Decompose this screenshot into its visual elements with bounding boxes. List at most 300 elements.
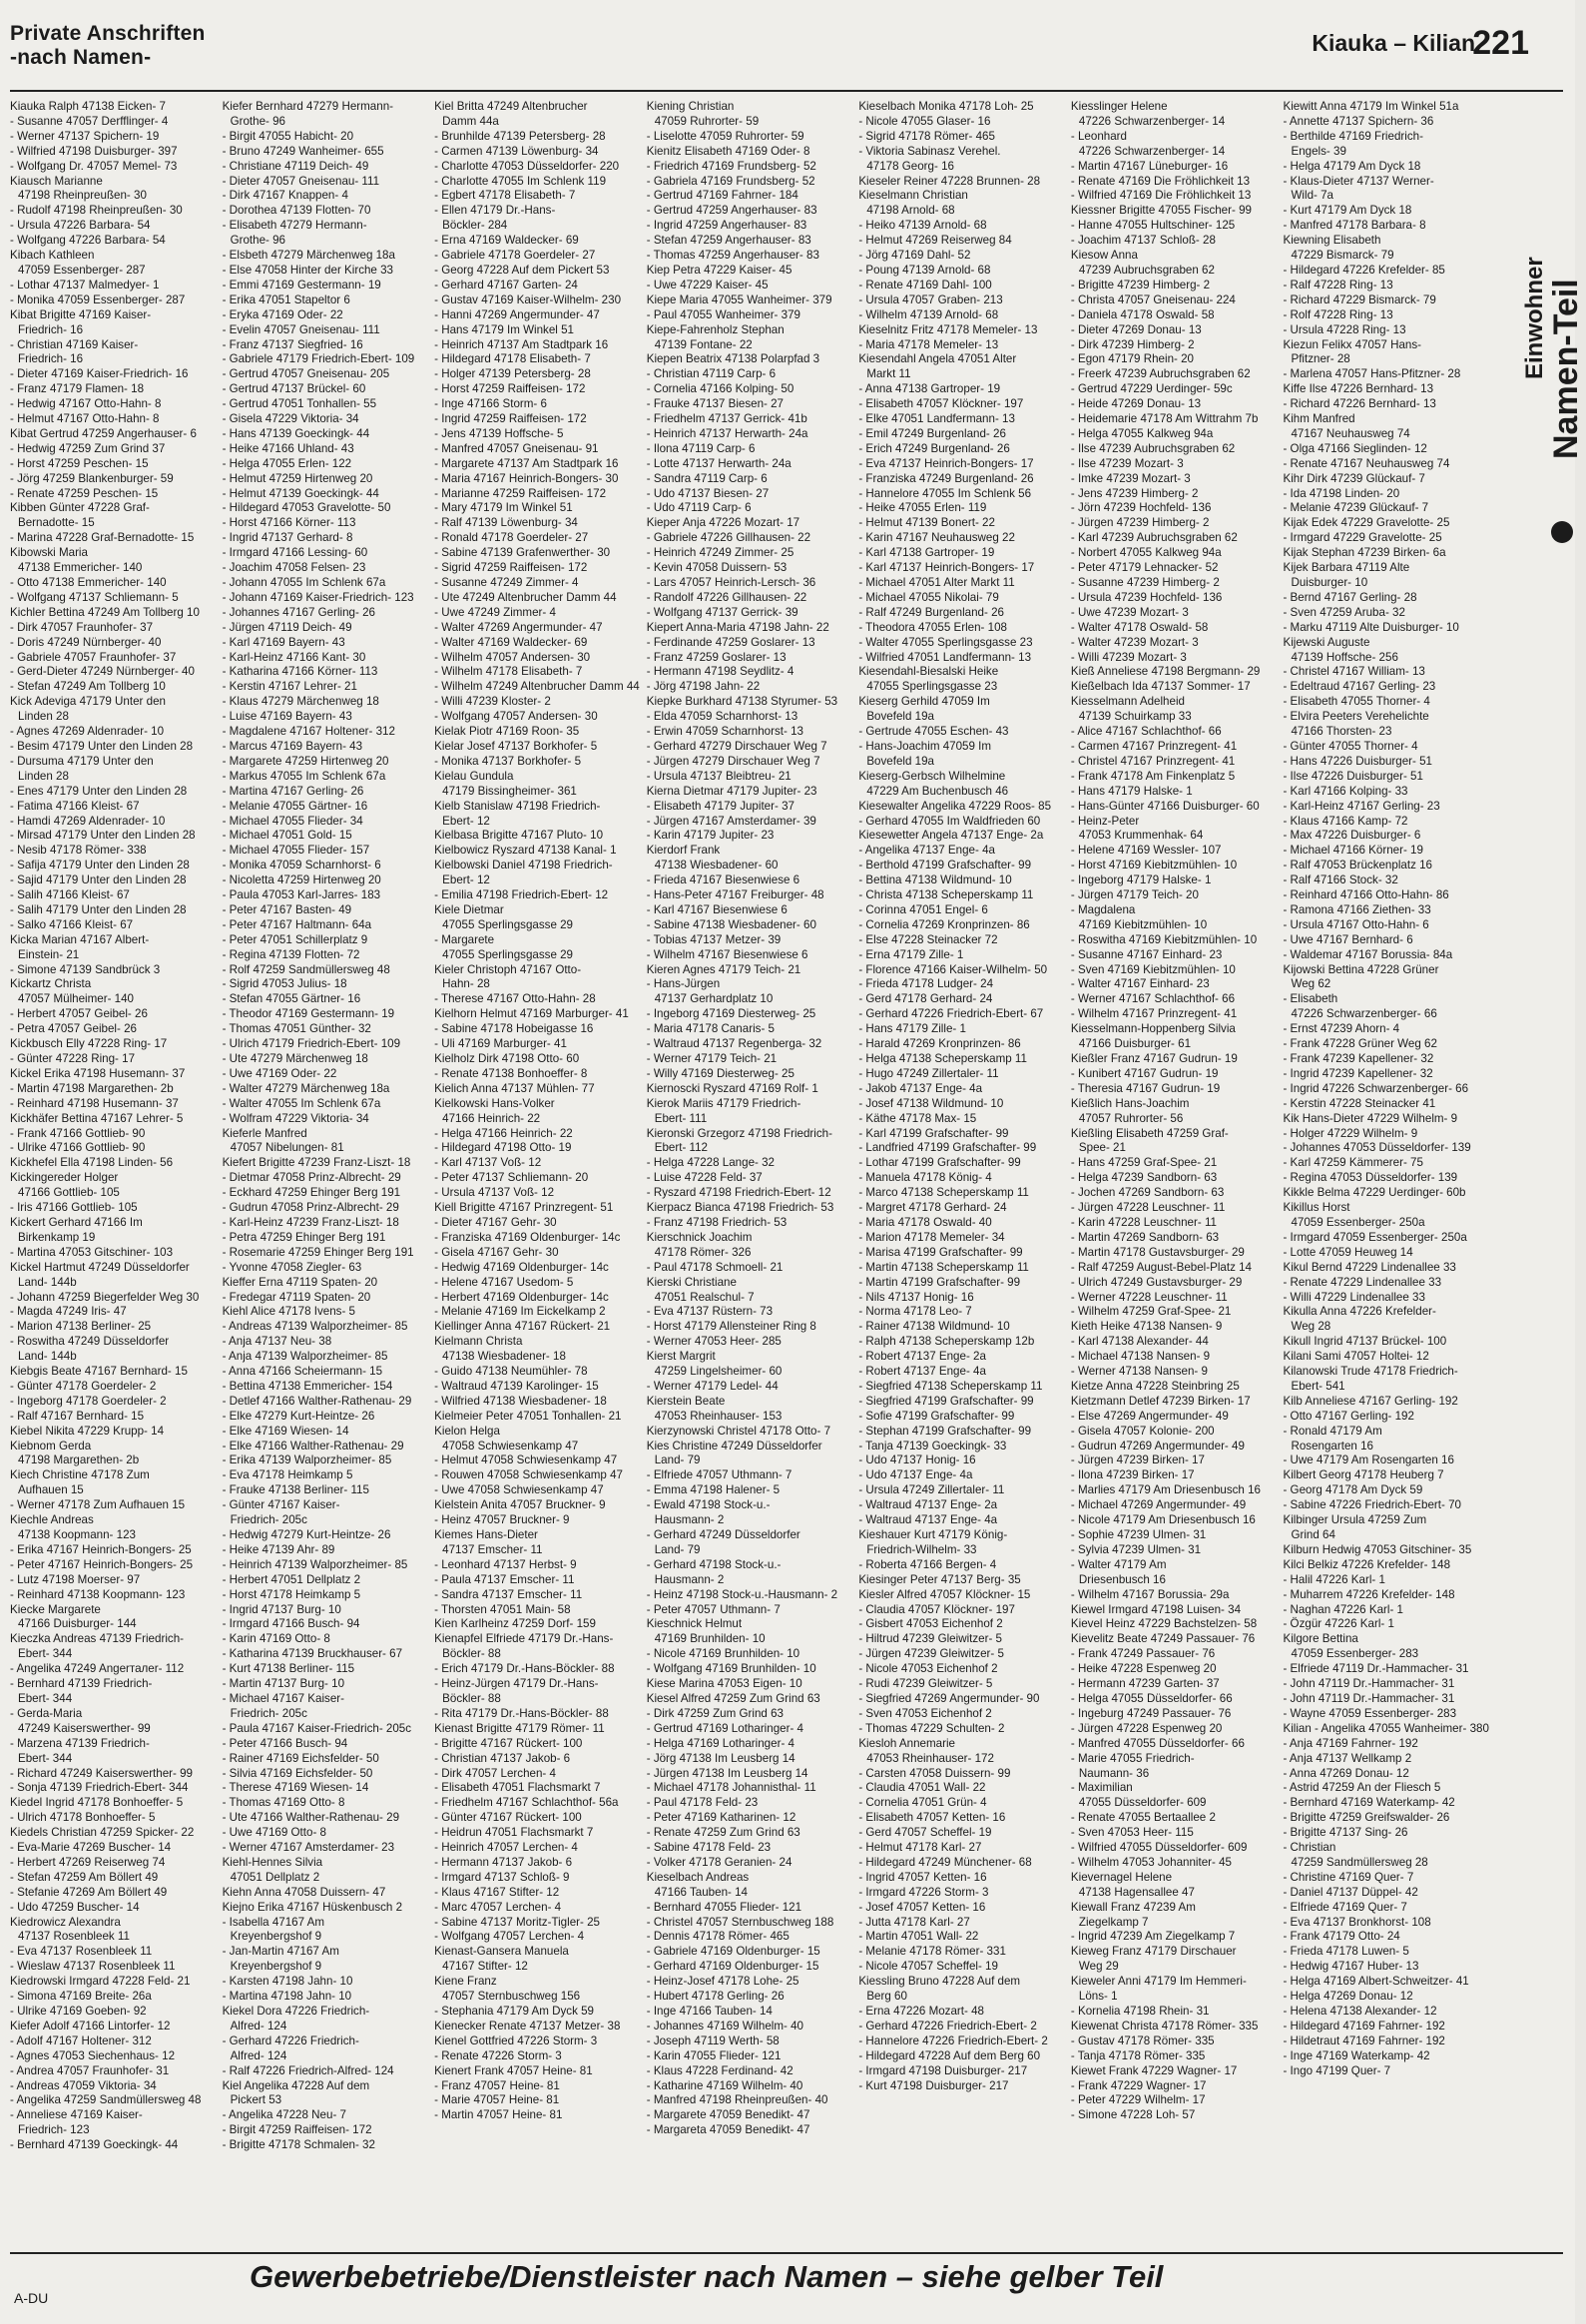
directory-entry: - Emil 47249 Burgenland- 26: [858, 426, 1006, 440]
directory-entry: - Rolf 47259 Sandmüllersweg 48: [222, 962, 390, 976]
directory-entry: - Marcus 47169 Bayern- 43: [222, 739, 363, 753]
directory-entry: - Karl 47167 Biesenwiese 6: [646, 902, 788, 916]
directory-entry: - Katharina 47166 Körner- 113: [222, 665, 378, 679]
directory-entry: - Michael 47055 Flieder- 34: [222, 814, 363, 828]
directory-entry: Kiemes Hans-Dieter 47137 Emscher- 11: [434, 1528, 543, 1556]
directory-entry: - Walter 47179 Am Driesenbusch 16: [1070, 1557, 1167, 1586]
directory-entry: - Birgit 47055 Habicht- 20: [222, 129, 354, 143]
side-tab-line1: Einwohner: [1521, 257, 1548, 379]
directory-entry: - Sabine 47178 Hobeigasse 16: [434, 1022, 594, 1036]
directory-entry: - Margarete 47137 Am Stadtpark 16: [434, 456, 619, 470]
directory-entry: - Kurt 47179 Am Dyck 18: [1283, 204, 1412, 218]
directory-entry: - Walter 47169 Waldecker- 69: [434, 635, 588, 649]
directory-entry: - Ursula 47167 Otto-Hahn- 6: [1283, 917, 1429, 931]
directory-entry: - Reinhard 47198 Husemann- 37: [10, 1096, 179, 1110]
directory-entry: - Peter 47167 Haltmann- 64a: [222, 917, 372, 931]
directory-entry: - Anneliese 47169 Kaiser- Friedrich- 123: [10, 2108, 143, 2137]
directory-entry: Kickel Hartmut 47249 Düsseldorfer Land- 144b: [10, 1260, 190, 1289]
directory-entry: - Dorothea 47139 Flotten- 70: [222, 204, 371, 218]
directory-entry: - Ingrid 47239 Am Ziegelkamp 7: [1070, 1930, 1236, 1944]
directory-entry: - Gabriele 47178 Goerdeler- 27: [434, 249, 596, 263]
directory-entry: - Martin 47051 Wall- 22: [858, 1930, 979, 1944]
directory-entry: - Jens 47139 Hoffsche- 5: [434, 426, 564, 440]
directory-entry: Kieper Anja 47226 Mozart- 17: [646, 516, 800, 530]
directory-entry: - Florence 47166 Kaiser-Wilhelm- 50: [858, 962, 1048, 976]
directory-entry: - Ingo 47199 Quer- 7: [1283, 2063, 1391, 2077]
directory-entry: Kikillus Horst 47059 Essenberger- 250a: [1283, 1201, 1425, 1229]
directory-entry: - Herbert 47269 Reiserweg 74: [10, 1855, 166, 1869]
directory-entry: - Wilfried 47051 Landfermann- 13: [858, 650, 1032, 664]
directory-entry: - Naghan 47226 Karl- 1: [1283, 1602, 1403, 1616]
directory-entry: - Helga 47228 Lange- 32: [646, 1156, 776, 1170]
directory-entry: - Richard 47226 Bernhard- 13: [1283, 397, 1436, 411]
directory-entry: - Herbert 47057 Geibel- 26: [10, 1007, 148, 1021]
directory-entry: - Jörn 47239 Hochfeld- 136: [1070, 501, 1212, 515]
footer-rule: [10, 2252, 1563, 2254]
directory-entry: - Helga 47239 Sandborn- 63: [1070, 1171, 1218, 1185]
directory-entry: - Irmgard 47229 Gravelotte- 25: [1283, 531, 1442, 545]
directory-entry: - Agnes 47053 Siechenhaus- 12: [10, 2048, 176, 2062]
directory-entry: - Ralf 47228 Ring- 13: [1283, 278, 1393, 291]
directory-entry: - Maria 47178 Memeler- 13: [858, 337, 999, 351]
directory-entry: - Safija 47179 Unter den Linden 28: [10, 859, 190, 872]
directory-entry: - Anna 47166 Scheiermann- 15: [222, 1365, 383, 1379]
directory-entry: - Melanie 47169 Im Eickelkamp 2: [434, 1305, 606, 1319]
directory-entry: Kiessling Bruno 47228 Auf dem Berg 60: [858, 1975, 1021, 2004]
directory-entry: Kiech Christine 47178 Zum Aufhauen 15: [10, 1468, 150, 1497]
directory-entry: - Ronald 47178 Goerdeler- 27: [434, 531, 589, 545]
directory-entry: - Ute 47279 Märchenweg 18: [222, 1052, 368, 1065]
directory-entry: - Sofie 47199 Grafschafter- 99: [858, 1409, 1015, 1423]
directory-entry: - Günter 47228 Ring- 17: [10, 1052, 136, 1065]
directory-entry: Kikulla Anna 47226 Krefelder- Weg 28: [1283, 1305, 1436, 1334]
directory-entry: Kiel Angelika 47228 Auf dem Pickert 53: [222, 2078, 370, 2107]
directory-entry: - Michael 47138 Nansen- 9: [1070, 1350, 1211, 1364]
directory-entry: - Michael 47178 Johannisthal- 11: [646, 1781, 816, 1795]
directory-entry: - Melanie 47239 Glückauf- 7: [1283, 501, 1429, 515]
directory-entry: Kieselbach Andreas 47166 Tauben- 14: [646, 1870, 750, 1899]
section-title-line1: Private Anschriften: [10, 22, 206, 45]
directory-entry: - Frank 47239 Kapellener- 32: [1283, 1052, 1434, 1065]
directory-entry: - Hans 47179 Im Winkel 51: [434, 322, 574, 336]
directory-entry: - Heinz 47198 Stock-u.-Hausmann- 2: [646, 1587, 838, 1601]
directory-entry: - Stefanie 47269 Am Böllert 49: [10, 1885, 168, 1899]
directory-entry: Kikull Ingrid 47137 Brückel- 100: [1283, 1335, 1447, 1349]
directory-entry: Kickhefel Ella 47198 Linden- 56: [10, 1156, 174, 1170]
directory-entry: Kiefer Adolf 47166 Lintorfer- 12: [10, 2019, 171, 2033]
directory-entry: Kielholz Dirk 47198 Otto- 60: [434, 1052, 580, 1065]
directory-entry: - Maria 47178 Canaris- 5: [646, 1022, 775, 1036]
directory-entry: - Susanne 47249 Zimmer- 4: [434, 576, 579, 589]
directory-entry: - Johannes 47053 Düsseldorfer- 139: [1283, 1141, 1471, 1155]
directory-entry: Kieweg Franz 47179 Dirschauer Weg 29: [1070, 1945, 1237, 1974]
directory-entry: - Helena 47138 Alexander- 12: [1283, 2005, 1437, 2018]
listing-column: [223, 100, 429, 2226]
directory-entry: - Rudolf 47198 Rheinpreußen- 30: [10, 204, 183, 218]
directory-entry: - Christiane 47119 Deich- 49: [222, 159, 369, 173]
directory-entry: Kiebgis Beate 47167 Bernhard- 15: [10, 1365, 188, 1379]
directory-entry: Kieselmann Christian 47198 Arnold- 68: [858, 189, 968, 218]
directory-entry: - Irmgard 47198 Duisburger- 217: [858, 2063, 1028, 2077]
directory-entry: Kiepe Maria 47055 Wanheimer- 379: [646, 292, 832, 306]
directory-entry: - Paula 47053 Karl-Jarres- 183: [222, 888, 381, 902]
directory-entry: Kierski Christiane 47051 Realschul- 7: [646, 1275, 755, 1304]
directory-entry: - Gerhard 47226 Friedrich-Ebert- 67: [858, 1007, 1044, 1021]
directory-entry: - Elke 47166 Walther-Rathenau- 29: [222, 1439, 404, 1452]
directory-entry: - Karin 47228 Leuschner- 11: [1070, 1215, 1217, 1229]
directory-entry: - Irmgard 47059 Essenberger- 250a: [1283, 1230, 1467, 1244]
directory-entry: - Peter 47167 Basten- 49: [222, 902, 352, 916]
directory-entry: Kieren Agnes 47179 Teich- 21: [646, 962, 801, 976]
directory-entry: Kielmann Christa 47138 Wiesbadener- 18: [434, 1335, 566, 1364]
directory-entry: - Klaus 47279 Märchenweg 18: [222, 695, 379, 709]
directory-entry: - Dietmar 47058 Prinz-Albrecht- 29: [222, 1171, 401, 1185]
directory-entry: - Paul 47178 Feld- 23: [646, 1796, 759, 1810]
directory-entry: - Peter 47169 Katharinen- 12: [646, 1811, 796, 1825]
directory-entry: - Bernhard 47169 Waterkamp- 42: [1283, 1796, 1455, 1810]
directory-entry: - Cornelia 47051 Grün- 4: [858, 1796, 987, 1810]
directory-entry: - Herbert 47051 Dellplatz 2: [222, 1572, 361, 1586]
directory-entry: - Joseph 47119 Werth- 58: [646, 2034, 780, 2047]
directory-entry: - Detlef 47166 Walther-Rathenau- 29: [222, 1394, 412, 1408]
directory-entry: - Theodora 47055 Erlen- 108: [858, 620, 1007, 634]
directory-entry: - Wilhelm 47139 Arnold- 68: [858, 307, 999, 321]
directory-entry: Kibben Günter 47228 Graf- Bernadotte- 15: [10, 501, 150, 530]
directory-entry: - Brigitte 47239 Himberg- 2: [1070, 278, 1211, 291]
directory-entry: - Rainer 47169 Eichsfelder- 50: [222, 1751, 379, 1765]
directory-entry: - Birgit 47259 Raiffeisen- 172: [222, 2123, 372, 2137]
directory-entry: - Ingeborg 47169 Diesterweg- 25: [646, 1007, 816, 1021]
directory-entry: - Sigrid 47259 Raiffeisen- 172: [434, 561, 588, 575]
directory-entry: - Jürgen 47239 Gleiwitzer- 5: [858, 1647, 1004, 1661]
directory-entry: - Udo 47259 Buscher- 14: [10, 1900, 140, 1914]
directory-entry: - Otto 47167 Gerling- 192: [1283, 1409, 1414, 1423]
directory-entry: - Gisbert 47053 Eichenhof 2: [858, 1617, 1003, 1631]
directory-entry: - Peter 47051 Schillerplatz 9: [222, 932, 368, 946]
directory-entry: Kiefert Brigitte 47239 Franz-Liszt- 18: [222, 1156, 411, 1170]
directory-entry: - Maria 47178 Oswald- 40: [858, 1215, 992, 1229]
directory-entry: - Dieter 47057 Gneisenau- 111: [222, 174, 380, 188]
directory-entry: - Martin 47167 Lüneburger- 16: [1070, 159, 1229, 173]
directory-entry: Kierdorf Frank 47138 Wiesbadener- 60: [646, 844, 779, 872]
directory-entry: - Hildegard 47249 Münchener- 68: [858, 1855, 1032, 1869]
directory-entry: - Frieda 47178 Ludger- 24: [858, 977, 994, 991]
directory-entry: Kielkowski Hans-Volker 47166 Heinrich- 22: [434, 1096, 555, 1125]
directory-entry: - Enes 47179 Unter den Linden 28: [10, 784, 188, 798]
directory-entry: Kien Karlheinz 47259 Dorf- 159: [434, 1617, 596, 1631]
directory-entry: - Ralf 47259 August-Bebel-Platz 14: [1070, 1260, 1252, 1274]
directory-entry: - Ralf 47226 Friedrich-Alfred- 124: [222, 2063, 394, 2077]
directory-entry: Kiesinger Peter 47137 Berg- 35: [858, 1572, 1021, 1586]
directory-entry: - Christian 47259 Sandmüllersweg 28: [1283, 1841, 1428, 1869]
directory-entry: - Wilhelm 47053 Johanniter- 45: [1070, 1855, 1232, 1869]
directory-entry: - Helga 47138 Scheperskamp 11: [858, 1052, 1027, 1065]
directory-entry: - Elfriede 47119 Dr.-Hammacher- 31: [1283, 1662, 1469, 1676]
directory-entry: Kielbasa Brigitte 47167 Pluto- 10: [434, 829, 604, 843]
directory-entry: Kiffe Ilse 47226 Bernhard- 13: [1283, 382, 1434, 396]
directory-entry: Kiesendahl Angela 47051 Alter Markt 11: [858, 352, 1017, 381]
directory-entry: - Werner 47167 Amsterdamer- 23: [222, 1841, 395, 1855]
directory-entry: - Gustav 47169 Kaiser-Wilhelm- 230: [434, 292, 622, 306]
directory-entry: - Willi 47239 Mozart- 3: [1070, 650, 1187, 664]
directory-entry: - Wilhelm 47167 Biesenwiese 6: [646, 947, 808, 961]
directory-entry: - Heinz-Peter 47053 Krummenhak- 64: [1070, 814, 1204, 843]
directory-entry: Kilci Belkiz 47226 Krefelder- 148: [1283, 1557, 1451, 1571]
directory-entry: - Frank 47178 Am Finkenplatz 5: [1070, 769, 1236, 783]
directory-entry: - Uli 47169 Marburger- 41: [434, 1037, 567, 1051]
directory-entry: - Waltraud 47137 Regenberga- 32: [646, 1037, 822, 1051]
directory-entry: - Marion 47138 Berliner- 25: [10, 1320, 152, 1334]
directory-entry: - Marzena 47139 Friedrich- Ebert- 344: [10, 1736, 150, 1765]
directory-entry: - Jürgen 47179 Teich- 20: [1070, 888, 1199, 902]
directory-entry: - Simone 47228 Loh- 57: [1070, 2108, 1196, 2122]
directory-entry: - Günter 47167 Kaiser- Friedrich- 205c: [222, 1498, 340, 1527]
directory-entry: - Dennis 47178 Römer- 465: [646, 1930, 790, 1944]
directory-entry: Kiesselmann Adelheid 47139 Schuirkamp 33: [1070, 695, 1192, 724]
directory-entry: - Paula 47137 Emscher- 11: [434, 1572, 575, 1586]
directory-entry: - Sigrid 47053 Julius- 18: [222, 977, 347, 991]
directory-entry: Kiesselmann-Hoppenberg Silvia 47166 Duisburger- 61: [1070, 1022, 1236, 1051]
directory-entry: - Eckhard 47259 Ehinger Berg 191: [222, 1186, 401, 1200]
directory-entry: - Ralf 47139 Löwenburg- 34: [434, 516, 578, 530]
directory-entry: - Özgür 47226 Karl- 1: [1283, 1617, 1394, 1631]
directory-entry: Kiesewalter Angelika 47229 Roos- 85: [858, 799, 1052, 813]
directory-entry: Kieselbach Monika 47178 Loh- 25: [858, 100, 1034, 113]
directory-entry: - Michael 47055 Nikolai- 79: [858, 590, 999, 604]
directory-entry: - Frank 47179 Otto- 24: [1283, 1930, 1400, 1944]
directory-entry: Kießelbach Ida 47137 Sommer- 17: [1070, 680, 1251, 694]
directory-entry: - Theodor 47169 Gestermann- 19: [222, 1007, 395, 1021]
directory-entry: Kielar Josef 47137 Borkhofer- 5: [434, 739, 598, 753]
directory-entry: - Karl 47138 Gartroper- 19: [858, 546, 995, 560]
directory-entry: - Lothar 47199 Grafschafter- 99: [858, 1156, 1021, 1170]
directory-entry: - Kurt 47138 Berliner- 115: [222, 1662, 355, 1676]
directory-entry: - Sophie 47239 Ulmen- 31: [1070, 1528, 1207, 1541]
directory-entry: - Martin 47057 Heine- 81: [434, 2108, 563, 2122]
directory-entry: - Gisela 47167 Gehr- 30: [434, 1245, 559, 1259]
directory-entry: - Marie 47057 Heine- 81: [434, 2093, 560, 2107]
directory-entry: Kiele Dietmar 47055 Sperlingsgasse 29: [434, 902, 574, 931]
directory-entry: - Agnes 47269 Aldenrader- 10: [10, 725, 165, 739]
directory-entry: - Helga 47055 Düsseldorfer- 66: [1070, 1691, 1233, 1705]
directory-entry: - Hubert 47178 Gerling- 26: [646, 1990, 785, 2004]
directory-entry: - Alice 47167 Schlachthof- 66: [1070, 725, 1222, 739]
directory-entry: - Udo 47137 Enge- 4a: [858, 1468, 973, 1482]
directory-entry: - Renate 47259 Zum Grind 63: [646, 1826, 800, 1840]
directory-entry: - Tanja 47178 Römer- 335: [1070, 2048, 1206, 2062]
directory-entry: - Helmut 47178 Karl- 27: [858, 1841, 982, 1855]
directory-entry: - Besim 47179 Unter den Linden 28: [10, 739, 194, 753]
directory-entry: - Ferdinande 47259 Goslarer- 13: [646, 635, 815, 649]
directory-entry: - Nicole 47053 Eichenhof 2: [858, 1662, 998, 1676]
header-rule: [10, 90, 1563, 92]
directory-entry: Kieschnick Helmut 47169 Brunhilden- 10: [646, 1617, 766, 1646]
listing-column: [647, 100, 853, 2226]
directory-entry: - Margarete 47059 Benedikt- 47: [646, 2108, 810, 2122]
directory-entry: Kieseler Reiner 47228 Brunnen- 28: [858, 174, 1041, 188]
directory-entry: - Else 47228 Steinacker 72: [858, 932, 998, 946]
directory-entry: - Eva 47178 Heimkamp 5: [222, 1468, 353, 1482]
directory-entry: - Walter 47167 Einhard- 23: [1070, 977, 1210, 991]
directory-entry: - Eva-Marie 47269 Buscher- 14: [10, 1841, 172, 1855]
directory-entry: - Thomas 47229 Schulten- 2: [858, 1721, 1005, 1735]
directory-entry: - Gertrud 47169 Lotharinger- 4: [646, 1721, 803, 1735]
directory-entry: Kijek Barbara 47119 Alte Duisburger- 10: [1283, 561, 1410, 589]
directory-entry: - Gerhard 47198 Stock-u.- Hausmann- 2: [646, 1557, 782, 1586]
directory-entry: - Gabriela 47169 Frundsberg- 52: [646, 174, 815, 188]
directory-entry: - Ryszard 47198 Friedrich-Ebert- 12: [646, 1186, 831, 1200]
directory-entry: Kickingereder Holger 47166 Gottlieb- 105: [10, 1171, 120, 1200]
directory-entry: - Norma 47178 Leo- 7: [858, 1305, 972, 1319]
directory-entry: - Christel 47167 William- 13: [1283, 665, 1425, 679]
directory-entry: - Christa 47057 Gneisenau- 224: [1070, 292, 1236, 306]
directory-entry: - Hermann 47239 Garten- 37: [1070, 1677, 1220, 1691]
directory-entry: - Hanni 47269 Angermunder- 47: [434, 307, 600, 321]
directory-entry: - Helmut 47058 Schwiesenkamp 47: [434, 1453, 618, 1467]
directory-entry: - Heike 47055 Erlen- 119: [858, 501, 987, 515]
directory-entry: Kickbusch Elly 47228 Ring- 17: [10, 1037, 168, 1051]
directory-entry: - Karin 47055 Flieder- 121: [646, 2048, 782, 2062]
directory-entry: - Gabriele 47226 Gillhausen- 22: [646, 531, 811, 545]
directory-entry: - Siegfried 47269 Angermunder- 90: [858, 1691, 1040, 1705]
directory-entry: - Erika 47139 Walporzheimer- 85: [222, 1453, 392, 1467]
directory-entry: - Manfred 47055 Düsseldorfer- 66: [1070, 1736, 1245, 1750]
directory-entry: - Michael 47051 Alter Markt 11: [858, 576, 1015, 589]
footer-note: Gewerbebetriebe/Dienstleister nach Namen – siehe gelber Teil: [250, 2259, 1164, 2294]
directory-entry: - Therese 47169 Wiesen- 14: [222, 1781, 369, 1795]
directory-entry: - Marion 47178 Memeler- 34: [858, 1230, 1005, 1244]
directory-entry: Kijewski Auguste 47139 Hoffsche- 256: [1283, 635, 1398, 664]
directory-entry: - Martina 47167 Gerling- 26: [222, 784, 364, 798]
directory-entry: - Hans-Joachim 47059 Im Bovefeld 19a: [858, 739, 992, 768]
directory-entry: - Bernhard 47139 Friedrich- Ebert- 344: [10, 1677, 153, 1705]
directory-entry: Kiebnom Gerda 47198 Margarethen- 2b: [10, 1439, 140, 1467]
directory-entry: - Udo 47137 Honig- 16: [858, 1453, 976, 1467]
directory-entry: - Richard 47249 Kaiserswerther- 99: [10, 1766, 194, 1780]
directory-entry: - Eva 47137 Bronkhorst- 108: [1283, 1915, 1431, 1929]
directory-entry: Kiefer Bernhard 47279 Hermann- Grothe- 96: [222, 100, 394, 128]
directory-entry: - Therese 47167 Otto-Hahn- 28: [434, 992, 596, 1006]
directory-entry: - Karl 47137 Heinrich-Bongers- 17: [858, 561, 1035, 575]
directory-entry: - Yvonne 47058 Ziegler- 63: [222, 1260, 362, 1274]
directory-entry: - Hildegard 47198 Otto- 19: [434, 1141, 572, 1155]
directory-entry: - Heidemarie 47178 Am Wittrahm 7b: [1070, 412, 1259, 426]
directory-entry: - Marc 47057 Lerchen- 4: [434, 1900, 562, 1914]
directory-entry: Kiesel Alfred 47259 Zum Grind 63: [646, 1691, 820, 1705]
directory-entry: - Franziska 47249 Burgenland- 26: [858, 471, 1034, 485]
directory-entry: Kievel Heinz 47229 Bachstelzen- 58: [1070, 1617, 1258, 1631]
directory-entry: - Karl 47166 Kolping- 33: [1283, 784, 1408, 798]
directory-entry: - Charlotte 47053 Düsseldorfer- 220: [434, 159, 620, 173]
directory-entry: - Günter 47178 Goerdeler- 2: [10, 1379, 157, 1393]
directory-entry: Kiell Brigitte 47167 Prinzregent- 51: [434, 1201, 614, 1215]
directory-entry: - Irmgard 47137 Schloß- 9: [434, 1870, 570, 1884]
directory-entry: - Ursula 47137 Voß- 12: [434, 1186, 555, 1200]
directory-entry: - Gertrud 47137 Brückel- 60: [222, 382, 366, 396]
directory-entry: - Margarete 47055 Sperlingsgasse 29: [434, 932, 574, 961]
directory-entry: - Freerk 47239 Aubruchsgraben 62: [1070, 367, 1251, 381]
directory-entry: - Gustav 47178 Römer- 335: [1070, 2034, 1215, 2047]
directory-entry: - Peter 47166 Busch- 94: [222, 1736, 348, 1750]
directory-entry: Kiausch Marianne 47198 Rheinpreußen- 30: [10, 174, 147, 203]
listing-columns: [10, 100, 1489, 2226]
directory-entry: - Renate 47169 Die Fröhlichkeit 13: [1070, 174, 1251, 188]
directory-entry: - Karin 47179 Jupiter- 23: [646, 829, 775, 843]
directory-entry: - Peter 47179 Lehnacker- 52: [1070, 561, 1219, 575]
directory-entry: - Melanie 47178 Römer- 331: [858, 1945, 1006, 1959]
directory-entry: Kiedrowski Irmgard 47228 Feld- 21: [10, 1975, 191, 1989]
side-tab-line2: Namen-Teil: [1547, 279, 1585, 459]
directory-entry: - Angelika 47249 Angerталer- 112: [10, 1662, 185, 1676]
directory-entry: - Angelika 47228 Neu- 7: [222, 2108, 346, 2122]
directory-entry: - Karl 47199 Grafschafter- 99: [858, 1126, 1009, 1140]
directory-entry: - Gerhard 47279 Dirschauer Weg 7: [646, 739, 827, 753]
directory-entry: - Gertrud 47169 Fahrner- 184: [646, 189, 798, 203]
directory-entry: - Martin 47199 Grafschafter- 99: [858, 1275, 1021, 1289]
listing-column: [10, 100, 217, 2226]
directory-entry: Kiecke Margarete 47166 Duisburger- 144: [10, 1602, 137, 1631]
directory-entry: Kiewall Franz 47239 Am Ziegelkamp 7: [1070, 1900, 1196, 1929]
directory-entry: - Gertrude 47055 Eschen- 43: [858, 725, 1009, 739]
directory-entry: Kiepen Beatrix 47138 Polarpfad 3: [646, 352, 820, 366]
directory-entry: - Katharina 47139 Bruckhauser- 67: [222, 1647, 403, 1661]
directory-entry: - Jürgen 47228 Espenweg 20: [1070, 1721, 1223, 1735]
directory-entry: - Horst 47178 Heimkamp 5: [222, 1587, 361, 1601]
directory-entry: - Ingrid 47057 Ketten- 16: [858, 1870, 987, 1884]
directory-entry: - Bruno 47249 Wanheimer- 655: [222, 144, 384, 158]
directory-entry: Kijak Edek 47229 Gravelotte- 25: [1283, 516, 1450, 530]
directory-entry: - Günter 47055 Thorner- 4: [1283, 739, 1418, 753]
directory-entry: - Werner 47053 Heer- 285: [646, 1335, 782, 1349]
directory-entry: - Regina 47053 Düsseldorfer- 139: [1283, 1171, 1458, 1185]
directory-entry: - Stephania 47179 Am Dyck 59: [434, 2005, 594, 2018]
directory-entry: - Brigitte 47178 Schmalen- 32: [222, 2138, 375, 2152]
directory-entry: - Wolfgang 47057 Andersen- 30: [434, 710, 598, 724]
directory-entry: - Ernst 47239 Ahorn- 4: [1283, 1022, 1400, 1036]
directory-entry: Kiesow Anna 47239 Aubruchsgraben 62: [1070, 249, 1215, 277]
directory-entry: - Muharrem 47226 Krefelder- 148: [1283, 1587, 1455, 1601]
directory-entry: - Rita 47179 Dr.-Hans-Böckler- 88: [434, 1706, 609, 1720]
directory-entry: - Peter 47229 Wilhelm- 17: [1070, 2093, 1206, 2107]
directory-entry: - Emilia 47198 Friedrich-Ebert- 12: [434, 888, 609, 902]
directory-entry: - Uwe 47179 Am Rosengarten 16: [1283, 1453, 1454, 1467]
directory-entry: - Erwin 47059 Scharnhorst- 13: [646, 725, 803, 739]
directory-entry: - Jürgen 47119 Deich- 49: [222, 620, 352, 634]
directory-entry: - Georg 47178 Am Dyck 59: [1283, 1483, 1423, 1497]
directory-entry: - Gerhard 47055 Im Waldfrieden 60: [858, 814, 1041, 828]
directory-entry: Kienecker Renate 47137 Metzer- 38: [434, 2019, 621, 2033]
directory-entry: - Renate 47138 Bonhoeffer- 8: [434, 1066, 588, 1080]
directory-entry: Kielmeier Peter 47051 Tonhallen- 21: [434, 1409, 622, 1423]
directory-entry: - Jörg 47198 Jahn- 22: [646, 680, 761, 694]
directory-entry: - Heike 47228 Espenweg 20: [1070, 1662, 1217, 1676]
directory-entry: - Wilhelm 47249 Altenbrucher Damm 44: [434, 680, 640, 694]
directory-entry: - Erich 47179 Dr.-Hans-Böckler- 88: [434, 1662, 615, 1676]
directory-entry: - Georg 47228 Auf dem Pickert 53: [434, 263, 610, 277]
directory-entry: - Ilona 47119 Carp- 6: [646, 441, 756, 455]
page-number: 221: [1472, 24, 1529, 62]
directory-entry: Kibowski Maria 47138 Emmericher- 140: [10, 546, 143, 575]
directory-entry: - Holger 47139 Petersberg- 28: [434, 367, 591, 381]
directory-entry: Kick Adeviga 47179 Unter den Linden 28: [10, 695, 166, 724]
directory-entry: - Elisabeth 47051 Flachsmarkt 7: [434, 1781, 601, 1795]
directory-entry: - Willy 47169 Diesterweg- 25: [646, 1066, 794, 1080]
directory-entry: - Heiko 47139 Arnold- 68: [858, 219, 987, 233]
directory-entry: - Elsbeth 47279 Märchenweg 18a: [222, 249, 395, 263]
directory-entry: - Hanne 47055 Hultschiner- 125: [1070, 219, 1236, 233]
directory-entry: - Thomas 47169 Otto- 8: [222, 1796, 345, 1810]
directory-entry: Kiepe-Fahrenholz Stephan 47139 Fontane- 22: [646, 322, 785, 351]
